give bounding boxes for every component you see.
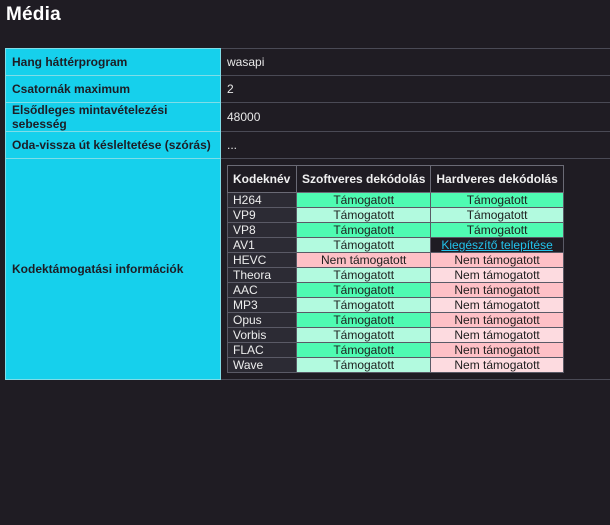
codec-name-header: Kodeknév [228,166,297,193]
software-status: Támogatott [297,208,431,223]
property-value: 2 [221,76,610,103]
codec-name: Wave [228,358,297,373]
codec-table-header [228,166,564,193]
codec-name: AV1 [228,238,297,253]
hardware-status: Nem támogatott [431,313,563,328]
software-status: Támogatott [297,328,431,343]
codec-name: VP9 [228,208,297,223]
property-row-round-trip-latency [6,132,610,159]
codec-name: AAC [228,283,297,298]
hardware-status: Támogatott [431,193,563,208]
software-status: Támogatott [297,238,431,253]
codec-name: HEVC [228,253,297,268]
codec-row [228,313,564,328]
hardware-status: Nem támogatott [431,283,563,298]
codec-row [228,208,564,223]
software-decoding-header: Szoftveres dekódolás [297,166,431,193]
codec-name: Theora [228,268,297,283]
hardware-status: Nem támogatott [431,343,563,358]
codec-row [228,253,564,268]
property-key: Kodektámogatási információk [6,159,221,380]
install-extension-link[interactable]: Kiegészítő telepítése [441,238,553,252]
property-row-codec-support [6,159,610,380]
codec-row [228,358,564,373]
codec-name: VP8 [228,223,297,238]
codec-name: H264 [228,193,297,208]
property-value [221,159,610,380]
property-value: ... [221,132,610,159]
codec-row [228,283,564,298]
codec-row [228,298,564,313]
software-status: Támogatott [297,283,431,298]
hardware-status: Nem támogatott [431,253,563,268]
property-key: Csatornák maximum [6,76,221,103]
property-row-sample-rate [6,103,610,132]
codec-support-table [227,165,564,373]
codec-name: Opus [228,313,297,328]
hardware-status: Nem támogatott [431,298,563,313]
property-row-audio-backend [6,49,610,76]
codec-row [228,223,564,238]
codec-row [228,238,564,253]
hardware-status: Nem támogatott [431,268,563,283]
property-value: 48000 [221,103,610,132]
hardware-status [431,238,563,253]
hardware-decoding-header: Hardveres dekódolás [431,166,563,193]
page-title: Média [6,4,61,25]
software-status: Támogatott [297,268,431,283]
codec-row [228,328,564,343]
software-status: Támogatott [297,193,431,208]
media-info-table [5,48,610,380]
codec-name: Vorbis [228,328,297,343]
hardware-status: Támogatott [431,223,563,238]
codec-row [228,193,564,208]
hardware-status: Nem támogatott [431,328,563,343]
software-status: Támogatott [297,298,431,313]
hardware-status: Támogatott [431,208,563,223]
hardware-status: Nem támogatott [431,358,563,373]
software-status: Támogatott [297,313,431,328]
codec-name: FLAC [228,343,297,358]
codec-row [228,343,564,358]
property-row-max-channels [6,76,610,103]
property-value: wasapi [221,49,610,76]
software-status: Támogatott [297,223,431,238]
software-status: Támogatott [297,343,431,358]
property-key: Hang háttérprogram [6,49,221,76]
codec-name: MP3 [228,298,297,313]
property-key: Elsődleges mintavételezési sebesség [6,103,221,132]
software-status: Nem támogatott [297,253,431,268]
codec-row [228,268,564,283]
property-key: Oda-vissza út késleltetése (szórás) [6,132,221,159]
software-status: Támogatott [297,358,431,373]
